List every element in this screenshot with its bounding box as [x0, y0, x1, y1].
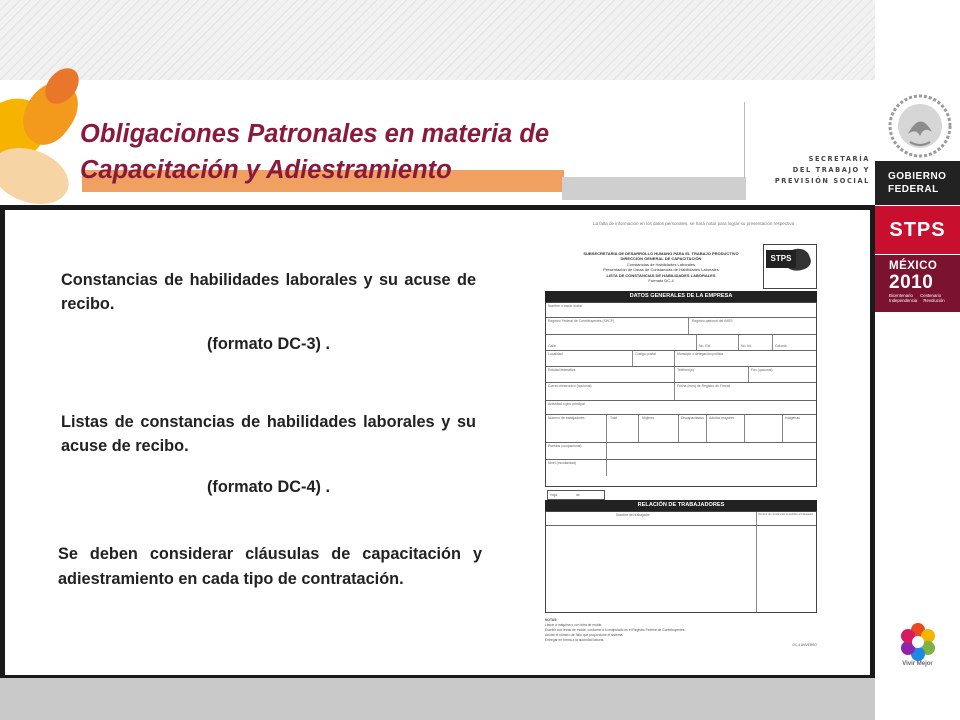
- footer-band: [0, 678, 875, 720]
- form-field-label: Correo electrónico (opcional): [548, 384, 592, 388]
- form-field-label: Localidad: [548, 352, 563, 356]
- form-field-label: Municipio o delegación política: [677, 352, 724, 356]
- secretaria-label: [760, 154, 870, 187]
- form-field-label: Actividad o giro principal: [548, 402, 585, 406]
- form-page-box: [547, 490, 605, 500]
- secretaria-line2: DEL TRABAJO Y: [792, 166, 870, 174]
- form-row: [546, 401, 816, 415]
- form-field-label: No. Int.: [741, 344, 752, 348]
- form-field-label: Número de constancias expedidas al trabajador: [758, 513, 813, 516]
- form-empresa-grid: [545, 302, 817, 487]
- form-notes-title: NOTAS:: [545, 618, 558, 622]
- form-header-line: SUBSECRETARÍA DE DESARROLLO HUMANO PARA EL TRABAJO PRODUCTIVO: [583, 251, 739, 256]
- form-field-label: Fax (opcional): [751, 368, 773, 372]
- form-field-label: Indígenas: [785, 416, 800, 420]
- form-field-label: Registro patronal del IMSS: [692, 319, 733, 323]
- gobierno-line1: GOBIERNO: [888, 171, 947, 182]
- secretaria-line1: SECRETARÍA: [808, 155, 870, 163]
- revolucion-text: Revolución: [923, 298, 945, 303]
- form-field-label: Calle: [548, 344, 556, 348]
- form-section-trabajadores: RELACIÓN DE TRABAJADORES: [545, 500, 817, 511]
- form-row: [546, 460, 816, 476]
- year-label: 2010: [889, 272, 934, 293]
- form-row: [546, 443, 816, 460]
- form-field-label: Número de trabajadores: [548, 416, 585, 420]
- item1-format: (formato DC-3) .: [206, 335, 330, 353]
- form-field-label: Mujeres: [642, 416, 655, 420]
- form-note: Escribir con letras de molde, conforme a lo estipulado en el Registro Federal de Contribuyentes.: [545, 628, 686, 632]
- form-field-label: Registro Federal de Contribuyentes (SHCP): [548, 319, 615, 323]
- mexico-label: MÉXICO: [889, 260, 938, 272]
- form-field-label: Puestos (ocupacional): [548, 444, 582, 448]
- form-field-label: Nivel (escolaridad): [548, 461, 577, 465]
- item1-text: Constancias de habilidades laborales y su acuse de recibo.: [61, 271, 476, 313]
- form-field-label: No. Ext.: [699, 344, 712, 348]
- form-header-line: LISTA DE CONSTANCIAS DE HABILIDADES LABORALES: [606, 272, 716, 278]
- form-top-note: La falta de información en los datos personales, se hará notar para lograr su presentación respectiva: [593, 221, 795, 226]
- vivir-mejor-flower-icon: [888, 618, 948, 678]
- mexico-2010-logo: [875, 255, 960, 312]
- slide-title-line2: Capacitación y Adiestramiento: [80, 156, 452, 184]
- independencia-text: Independencia: [889, 298, 918, 303]
- form-footer-code: DC-4 ANVERSO: [792, 643, 817, 647]
- mexican-coat-of-arms-icon: [880, 92, 958, 160]
- form-field-label: Nombre del trabajador: [616, 513, 650, 517]
- item3-text: Se deben considerar cláusulas de capacitación y adiestramiento en cada tipo de contratación.: [58, 545, 482, 588]
- form-row: [546, 335, 816, 351]
- form-row: [546, 367, 816, 383]
- centenario-text: Centenario: [920, 293, 942, 298]
- form-header-line: Constancias de Habilidades Laborales: [626, 261, 696, 267]
- dc4-form-image: [531, 213, 823, 665]
- gobierno-federal-logo: [875, 161, 960, 205]
- header-divider: [744, 102, 745, 178]
- slide-title: [80, 116, 720, 188]
- form-field-label: Teléfono(s): [677, 368, 694, 372]
- form-field-label: Colonia: [775, 344, 787, 348]
- form-notes: [545, 618, 817, 648]
- stps-logo: STPS: [875, 206, 960, 254]
- bicentenario-text: Bicentenario: [889, 293, 913, 298]
- form-note: Llenar a máquina o con letra de molde.: [545, 623, 603, 627]
- item2-format: (formato DC-4) .: [206, 478, 330, 496]
- vivir-mejor-label: Vivir Mejor: [902, 661, 933, 667]
- form-stps-logo: [763, 244, 817, 289]
- independencia-label: [889, 298, 960, 303]
- form-row: [546, 415, 816, 443]
- form-row: [546, 303, 816, 318]
- gobierno-line2: FEDERAL: [888, 184, 939, 195]
- form-header-line: Formato DC-4: [648, 278, 674, 284]
- form-note: Anotar el número de folio que proporcione el sistema.: [545, 633, 624, 637]
- form-section-empresa: DATOS GENERALES DE LA EMPRESA: [545, 291, 817, 302]
- form-row: [546, 512, 816, 526]
- form-row: [546, 383, 816, 401]
- form-field-label: de: [575, 493, 580, 497]
- slide-title-line1: Obligaciones Patronales en materia de: [80, 120, 550, 148]
- form-logo-text: STPS: [766, 250, 796, 268]
- form-field-label: Entidad federativa: [548, 368, 576, 372]
- form-field-label: Hoja: [550, 493, 557, 497]
- item2-text: Listas de constancias de habilidades laborales y su acuse de recibo.: [61, 413, 476, 455]
- form-header-line: DIRECCIÓN GENERAL DE CAPACITACIÓN: [620, 256, 702, 262]
- form-row: [546, 351, 816, 367]
- form-field-label: Fecha (mes) de Registro de Firmas: [677, 384, 731, 388]
- form-trabajadores-grid: [545, 511, 817, 613]
- secretaria-line3: PREVISIÓN SOCIAL: [774, 177, 870, 185]
- form-row: [546, 318, 816, 335]
- form-field-label: Discapacitados: [681, 416, 704, 420]
- form-note: Entregar en forma a la autoridad laboral.: [545, 638, 605, 642]
- form-field-label: Adultos mayores: [709, 416, 735, 420]
- form-field-label: Código postal: [635, 352, 656, 356]
- form-field-label: Total: [610, 416, 618, 420]
- form-header-line: Presentación de Listas de Constancias de Habilidades Laborales: [603, 267, 719, 273]
- header-hatched-band: [0, 0, 875, 80]
- form-header: [561, 251, 761, 283]
- form-field-label: Nombre o razón social: [548, 304, 582, 308]
